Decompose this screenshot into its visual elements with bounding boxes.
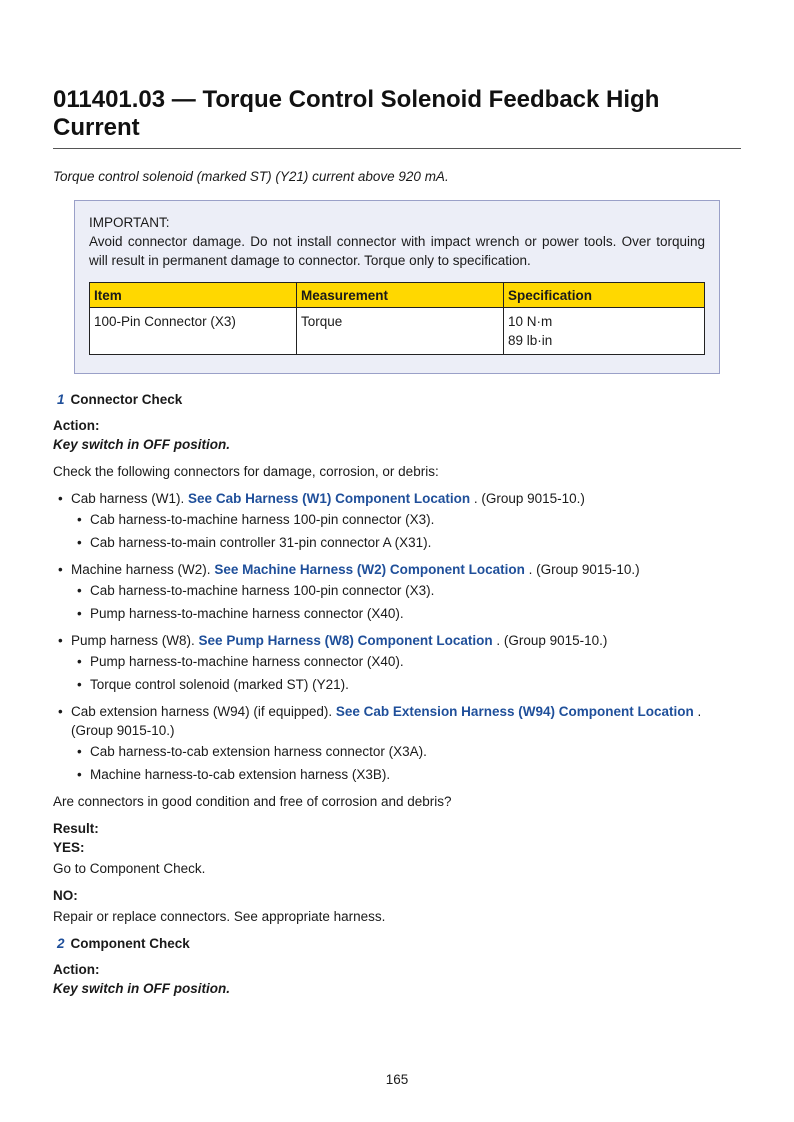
harness-name: Cab harness (W1). bbox=[71, 491, 189, 506]
list-item: • Cab harness-to-cab extension harness connector (X3A). bbox=[71, 742, 741, 761]
document-page bbox=[53, 86, 741, 996]
step-number: 2 bbox=[57, 936, 65, 951]
action-label: Action: bbox=[53, 418, 100, 433]
connector-list bbox=[71, 581, 741, 623]
yes-label: YES: bbox=[53, 840, 85, 855]
no-text: Repair or replace connectors. See appropriate harness. bbox=[53, 909, 386, 924]
group-ref: . (Group 9015-10.) bbox=[470, 491, 585, 506]
action-text: Key switch in OFF position. bbox=[53, 981, 231, 996]
list-item: • Cab harness-to-machine harness 100-pin connector (X3). bbox=[71, 581, 741, 600]
list-item bbox=[53, 631, 741, 694]
step-1-heading bbox=[53, 392, 741, 407]
action-text: Key switch in OFF position. bbox=[53, 437, 231, 452]
machine-harness-link[interactable]: See Machine Harness (W2) Component Location bbox=[214, 562, 525, 577]
result-label: Result: bbox=[53, 821, 99, 836]
harness-name: Machine harness (W2). bbox=[71, 562, 215, 577]
check-intro: Check the following connectors for damage, corrosion, or debris: bbox=[53, 464, 439, 479]
cab-extension-harness-link[interactable]: See Cab Extension Harness (W94) Component Location bbox=[335, 704, 694, 719]
action-label: Action: bbox=[53, 962, 100, 977]
list-item: • Machine harness-to-cab extension harness (X3B). bbox=[71, 765, 741, 784]
step-title: Connector Check bbox=[70, 392, 183, 407]
list-item: • Cab harness-to-machine harness 100-pin connector (X3). bbox=[71, 510, 741, 529]
harness-name: Cab extension harness (W94) (if equipped). bbox=[71, 704, 336, 719]
no-label: NO: bbox=[53, 888, 78, 903]
page-number: 165 bbox=[385, 1072, 409, 1087]
connector-list bbox=[71, 510, 741, 552]
list-item bbox=[53, 560, 741, 623]
spec-cell-item: 100-Pin Connector (X3) bbox=[90, 308, 297, 355]
spec-table-header-row bbox=[90, 283, 705, 308]
step-number: 1 bbox=[57, 392, 65, 407]
connector-list bbox=[71, 742, 741, 784]
spec-cell-specification bbox=[504, 308, 705, 355]
list-item bbox=[53, 702, 741, 784]
group-ref: . (Group 9015-10.) bbox=[492, 633, 608, 648]
important-notice bbox=[74, 200, 720, 374]
list-item: • Torque control solenoid (marked ST) (Y21). bbox=[71, 675, 741, 694]
list-item: • Cab harness-to-main controller 31-pin connector A (X31). bbox=[71, 533, 741, 552]
table-row bbox=[90, 308, 705, 355]
connector-list bbox=[71, 652, 741, 694]
list-item bbox=[53, 489, 741, 552]
step-title: Component Check bbox=[70, 936, 190, 951]
spec-value-imperial: 89 lb·in bbox=[508, 333, 553, 348]
spec-header-specification: Specification bbox=[504, 283, 705, 308]
important-text: Avoid connector damage. Do not install connector with impact wrench or power tools. Over torquing will result in permanent damage to connector. Torque only to specification. bbox=[89, 234, 705, 268]
harness-name: Pump harness (W8). bbox=[71, 633, 199, 648]
harness-list bbox=[53, 489, 741, 784]
spec-cell-measurement: Torque bbox=[297, 308, 504, 355]
cab-harness-link[interactable]: See Cab Harness (W1) Component Location bbox=[188, 491, 471, 506]
yes-text: Go to Component Check. bbox=[53, 861, 206, 876]
spec-table bbox=[89, 282, 705, 355]
spec-header-item: Item bbox=[90, 283, 297, 308]
group-ref: . (Group 9015-10.) bbox=[524, 562, 640, 577]
subtitle: Torque control solenoid (marked ST) (Y21) current above 920 mA. bbox=[53, 169, 449, 184]
check-question: Are connectors in good condition and free of corrosion and debris? bbox=[53, 794, 452, 809]
list-item: • Pump harness-to-machine harness connector (X40). bbox=[71, 604, 741, 623]
important-heading: IMPORTANT: bbox=[89, 215, 170, 230]
pump-harness-link[interactable]: See Pump Harness (W8) Component Location bbox=[198, 633, 493, 648]
list-item: • Pump harness-to-machine harness connector (X40). bbox=[71, 652, 741, 671]
spec-header-measurement: Measurement bbox=[297, 283, 504, 308]
page-title: 011401.03 — Torque Control Solenoid Feedback High Current bbox=[53, 86, 741, 149]
spec-value-metric: 10 N·m bbox=[508, 314, 553, 329]
group-ref: . (Group 9015-10.) bbox=[71, 704, 702, 738]
step-2-heading bbox=[53, 936, 741, 951]
